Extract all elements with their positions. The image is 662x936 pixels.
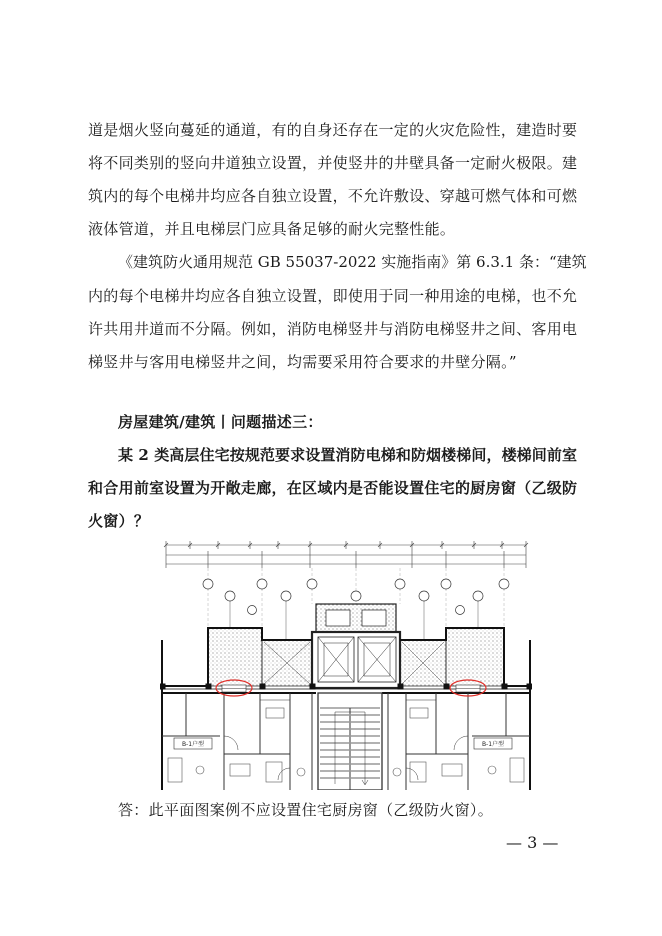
page-number: — 3 —	[506, 833, 559, 852]
body-line: 液体管道，并且电梯层门应具备足够的耐火完整性能。	[88, 220, 456, 238]
floor-plan-drawing	[160, 540, 532, 790]
question-line: 火窗）？	[88, 512, 150, 530]
body-line: 将不同类别的竖向井道独立设置，并使竖井的井壁具备一定耐火极限。建	[88, 154, 577, 172]
body-line: 梯竖井与客用电梯竖井之间，均需要采用符合要求的井壁分隔。”	[88, 353, 517, 371]
body-line: 许共用井道而不分隔。例如，消防电梯竖井与消防电梯竖井之间、客用电	[88, 320, 577, 338]
unit-label-left	[174, 738, 212, 749]
body-line: 《建筑防火通用规范 GB 55037-2022 实施指南》第 6.3.1 条：“建筑	[118, 253, 587, 271]
body-line: 内的每个电梯井均应各自独立设置，即使用于同一种用途的电梯，也不允	[88, 287, 577, 305]
unit-label-right	[474, 738, 512, 749]
body-line: 筑内的每个电梯井均应各自独立设置，不允许敷设、穿越可燃气体和可燃	[88, 187, 577, 205]
question-line: 和合用前室设置为开敞走廊，在区域内是否能设置住宅的厨房窗（乙级防	[88, 479, 577, 497]
unit-label-text: B-1户型	[481, 741, 505, 748]
answer-text: 答：此平面图案例不应设置住宅厨房窗（乙级防火窗）。	[118, 801, 494, 819]
unit-label-text: B-1户型	[181, 741, 205, 748]
section-heading: 房屋建筑/建筑丨问题描述三：	[118, 413, 323, 431]
question-line: 某 2 类高层住宅按规范要求设置消防电梯和防烟楼梯间，楼梯间前室	[118, 446, 577, 464]
body-line: 道是烟火竖向蔓延的通道，有的自身还存在一定的火灾危险性，建造时要	[88, 121, 577, 139]
floor-plan-figure	[160, 540, 532, 790]
